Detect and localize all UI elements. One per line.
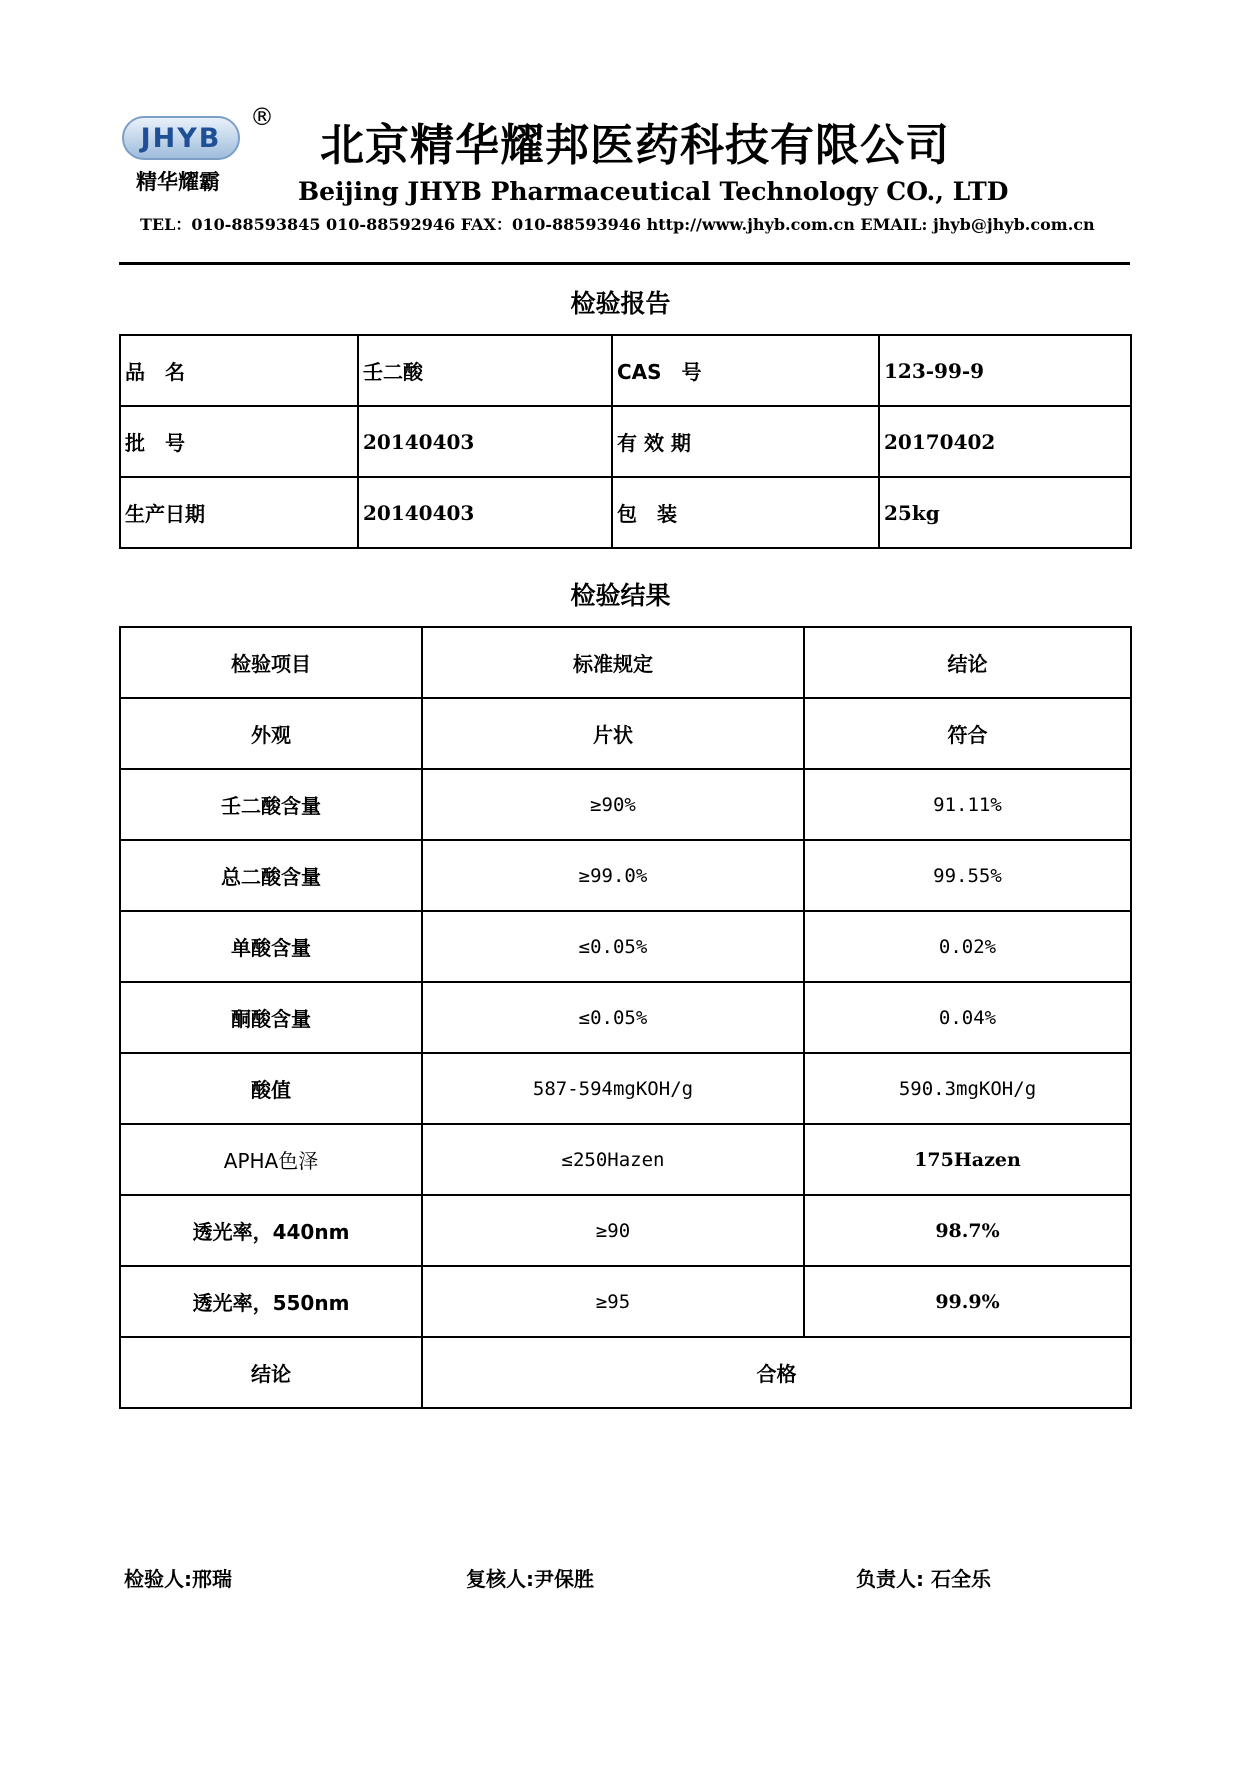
company-logo [122,104,290,200]
info-value: 壬二酸 [358,335,612,406]
test-result: 符合 [804,698,1131,769]
conclusion-value: 合格 [422,1337,1131,1408]
table-row [120,840,1131,911]
column-header: 标准规定 [422,627,804,698]
conclusion-label: 结论 [120,1337,422,1408]
test-standard: ≥90 [422,1195,804,1266]
info-label: CAS 号 [612,335,879,406]
table-row [120,769,1131,840]
test-standard: ≤250Hazen [422,1124,804,1195]
test-item: 酸值 [120,1053,422,1124]
logo-badge [122,116,240,160]
test-standard: ≥90% [422,769,804,840]
test-item: 总二酸含量 [120,840,422,911]
results-title: 检验结果 [570,581,671,610]
test-result: 0.02% [804,911,1131,982]
test-result: 91.11% [804,769,1131,840]
test-result: 175Hazen [804,1124,1131,1195]
test-standard: ≥95 [422,1266,804,1337]
reviewer-signature: 复核人:尹保胜 [466,1567,594,1591]
table-row [120,1053,1131,1124]
table-row [120,911,1131,982]
test-item: 单酸含量 [120,911,422,982]
table-row [120,477,1131,548]
conclusion-row [120,1337,1131,1408]
info-value: 123-99-9 [879,335,1131,406]
table-row [120,982,1131,1053]
table-row [120,1266,1131,1337]
table-row [120,1195,1131,1266]
test-standard: 片状 [422,698,804,769]
info-label: 品 名 [120,335,358,406]
test-result: 590.3mgKOH/g [804,1053,1131,1124]
test-item: 酮酸含量 [120,982,422,1053]
test-standard: ≤0.05% [422,982,804,1053]
logo-text: JHYB [140,123,222,154]
registered-mark: ® [250,103,274,131]
table-header-row [120,627,1131,698]
table-row [120,335,1131,406]
contact-line: TEL：010-88593845 010-88592946 FAX：010-88593946 http://www.jhyb.com.cn EMAIL: jhyb@jhyb.com.cn [140,215,1095,234]
inspector-signature: 检验人:邢瑞 [124,1567,232,1591]
info-label: 批 号 [120,406,358,477]
info-label: 包 装 [612,477,879,548]
test-result: 0.04% [804,982,1131,1053]
column-header: 结论 [804,627,1131,698]
info-label: 生产日期 [120,477,358,548]
test-standard: ≥99.0% [422,840,804,911]
results-table [119,626,1132,1409]
responsible-signature: 负责人: 石全乐 [856,1567,991,1591]
company-name-cn: 北京精华耀邦医药科技有限公司 [320,120,950,171]
table-row [120,406,1131,477]
info-label: 有 效 期 [612,406,879,477]
test-result: 99.55% [804,840,1131,911]
test-standard: ≤0.05% [422,911,804,982]
info-value: 20140403 [358,477,612,548]
info-value: 20140403 [358,406,612,477]
test-result: 98.7% [804,1195,1131,1266]
table-row [120,1124,1131,1195]
logo-subtitle: 精华耀霸 [136,170,220,194]
test-item: APHA色泽 [120,1124,422,1195]
test-item: 透光率，550nm [120,1266,422,1337]
info-value: 25kg [879,477,1131,548]
test-item: 壬二酸含量 [120,769,422,840]
test-standard: 587-594mgKOH/g [422,1053,804,1124]
company-name-en: Beijing JHYB Pharmaceutical Technology CO., LTD [298,177,1009,206]
test-item: 透光率，440nm [120,1195,422,1266]
table-row [120,698,1131,769]
report-title: 检验报告 [570,289,671,318]
product-info-table [119,334,1132,549]
info-value: 20170402 [879,406,1131,477]
test-result: 99.9% [804,1266,1131,1337]
header-divider [119,262,1130,265]
test-item: 外观 [120,698,422,769]
column-header: 检验项目 [120,627,422,698]
